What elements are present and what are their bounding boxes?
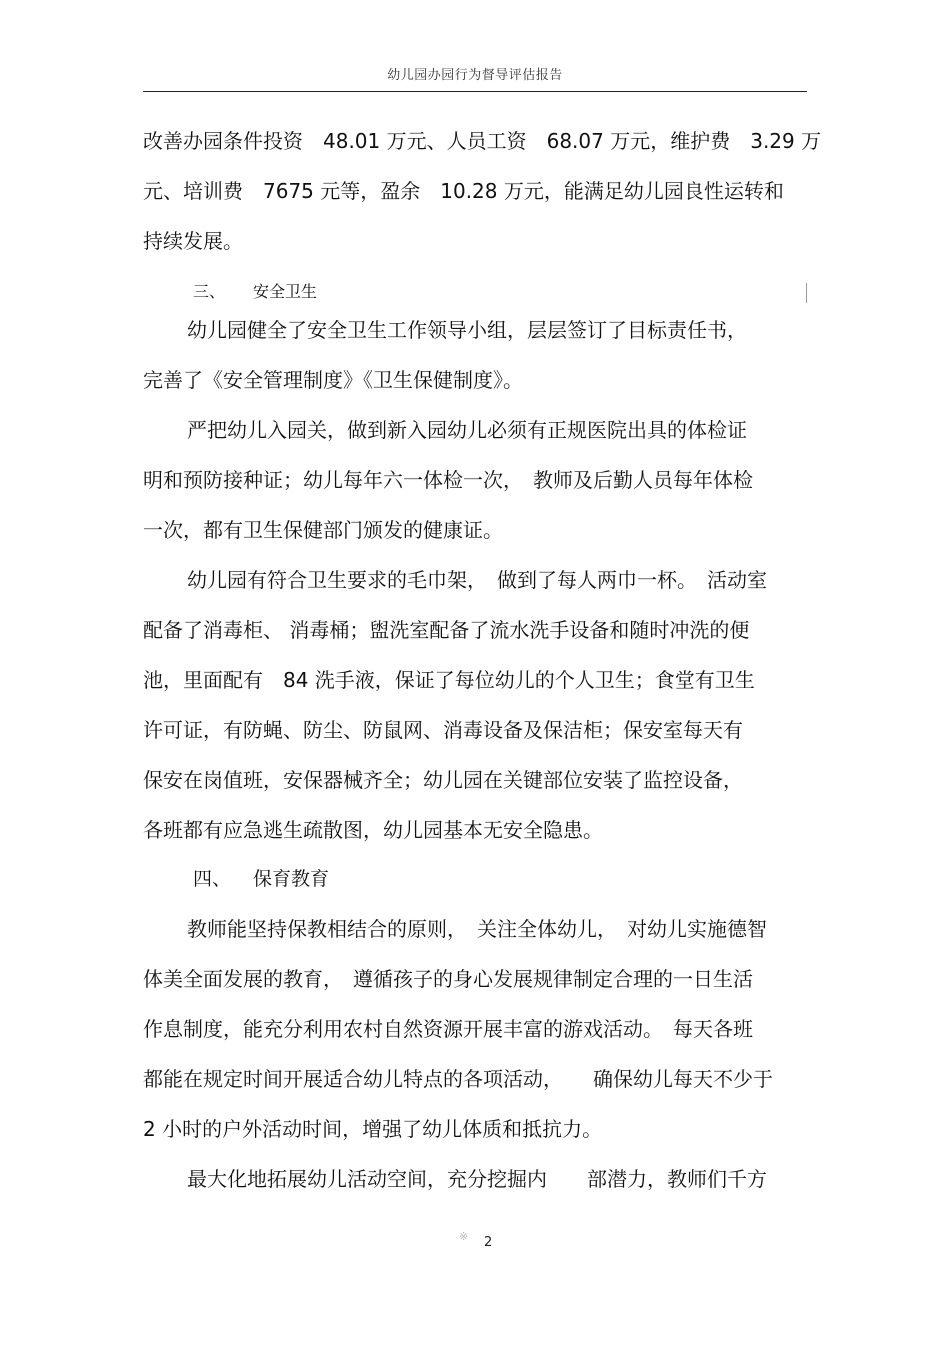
paragraph-line: 都能在规定时间开展适合幼儿特点的各项活动， 确保幼儿每天不少于 <box>143 1067 773 1091</box>
section-number-education: 四、 <box>193 868 232 890</box>
paragraph-line: 一次，都有卫生保健部门颁发的健康证。 <box>143 518 503 542</box>
running-header: 幼儿园办园行为督导评估报告 <box>387 68 563 83</box>
paragraph-line: 体美全面发展的教育， 遵循孩子的身心发展规律制定合理的一日生活 <box>143 967 753 991</box>
footer-mark: ※ <box>459 1230 469 1243</box>
section-title-education: 保育教育 <box>253 868 330 890</box>
paragraph-line: 教师能坚持保教相结合的原则， 关注全体幼儿， 对幼儿实施德智 <box>187 917 767 941</box>
paragraph-line: 保安在岗值班，安保器械齐全；幼儿园在关键部位安装了监控设备， <box>143 768 743 792</box>
header-rule <box>143 91 807 92</box>
paragraph-line: 改善办园条件投资 48.01 万元、人员工资 68.07 万元，维护费 3.29 万 <box>143 129 822 153</box>
paragraph-line: 严把幼儿入园关，做到新入园幼儿必须有正规医院出具的体检证 <box>187 418 747 442</box>
margin-mark <box>806 283 807 303</box>
paragraph-line: 元、培训费 7675 元等，盈余 10.28 万元，能满足幼儿园良性运转和 <box>143 179 784 203</box>
paragraph-line: 配备了消毒柜、 消毒桶；盥洗室配备了流水洗手设备和随时冲洗的便 <box>143 618 750 642</box>
section-title-safety: 安全卫生 <box>253 282 318 301</box>
section-number-safety: 三、 <box>193 282 226 301</box>
paragraph-line: 幼儿园健全了安全卫生工作领导小组，层层签订了目标责任书， <box>187 318 747 342</box>
paragraph-line: 池，里面配有 84 洗手液，保证了每位幼儿的个人卫生；食堂有卫生 <box>143 668 755 692</box>
paragraph-line: 许可证，有防蝇、防尘、防鼠网、消毒设备及保洁柜；保安室每天有 <box>143 718 743 742</box>
paragraph-line: 持续发展。 <box>143 229 243 253</box>
paragraph-line: 各班都有应急逃生疏散图，幼儿园基本无安全隐患。 <box>143 818 603 842</box>
paragraph-line: 作息制度，能充分利用农村自然资源开展丰富的游戏活动。 每天各班 <box>143 1017 753 1041</box>
paragraph-line: 明和预防接种证；幼儿每年六一体检一次， 教师及后勤人员每年体检 <box>143 468 753 492</box>
paragraph-line: 2 小时的户外活动时间，增强了幼儿体质和抵抗力。 <box>143 1117 603 1141</box>
page-number: 2 <box>484 1235 493 1250</box>
paragraph-line: 最大化地拓展幼儿活动空间，充分挖掘内 部潜力，教师们千方 <box>187 1167 767 1191</box>
paragraph-line: 完善了《安全管理制度》《卫生保健制度》。 <box>143 368 523 392</box>
paragraph-line: 幼儿园有符合卫生要求的毛巾架， 做到了每人两巾一杯。 活动室 <box>187 568 767 592</box>
